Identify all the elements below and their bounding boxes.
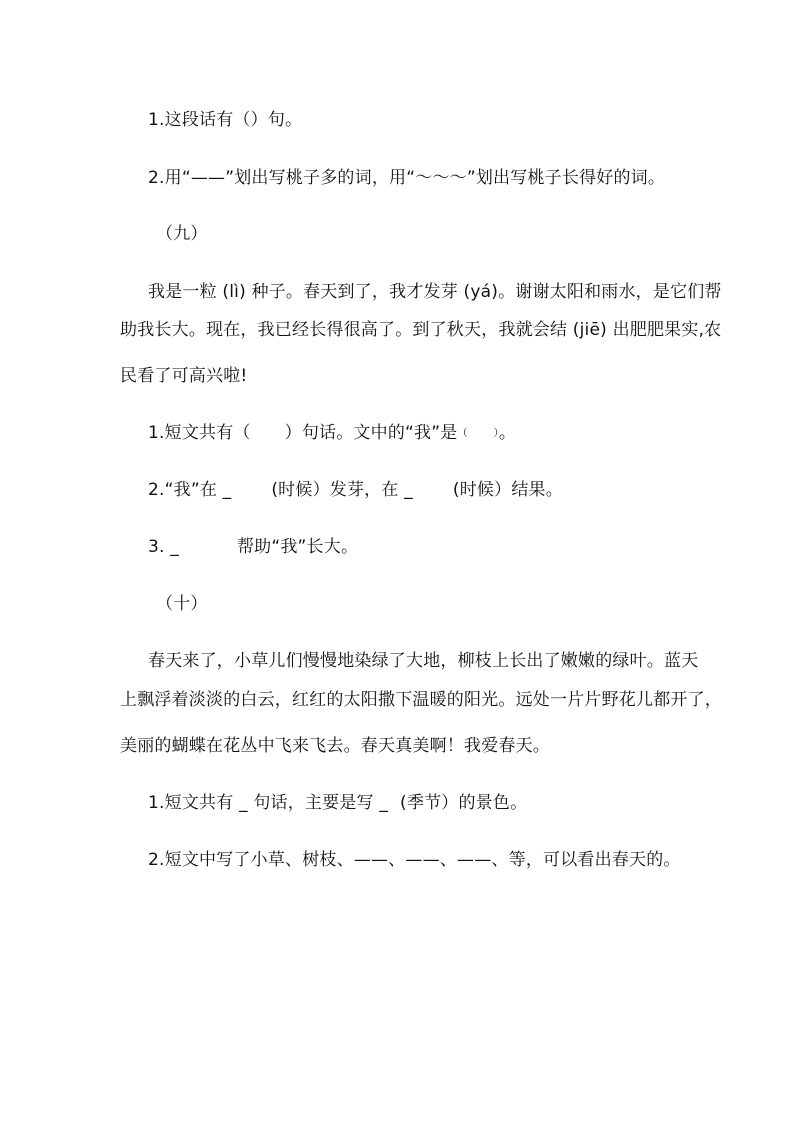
section-9-heading: （九） bbox=[156, 224, 208, 244]
small-open-paren: （ bbox=[457, 428, 468, 439]
question-10-1 bbox=[148, 791, 527, 815]
passage-9-line-1: 我是一粒 (lì) 种子。春天到了，我才发芽 (yá)。谢谢太阳和雨水，是它们帮 bbox=[148, 282, 722, 302]
passage-9-line-3: 民看了可高兴啦! bbox=[120, 366, 248, 386]
question-8-1: 1.这段话有（）句。 bbox=[148, 110, 303, 130]
small-close-paren: ） bbox=[493, 428, 499, 439]
question-9-1-part-b: ）句话。文中的“我”是 bbox=[284, 423, 458, 443]
passage-10-line-3: 美丽的蝴蝶在花丛中飞来飞去。春天真美啊！我爱春天。 bbox=[120, 736, 550, 756]
question-9-1-end: 。 bbox=[498, 423, 517, 443]
passage-10-line-2: 上飘浮着淡淡的白云，红红的太阳撒下温暖的阳光。远处一片片野花儿都开了， bbox=[120, 690, 722, 710]
question-9-1 bbox=[148, 421, 516, 446]
question-10-1-part-b: (季节）的景色。 bbox=[400, 793, 528, 813]
passage-10-line-1: 春天来了，小草儿们慢慢地染绿了大地，柳枝上长出了嫩嫩的绿叶。蓝天 bbox=[148, 651, 699, 671]
question-9-2-part-c: (时候）结果。 bbox=[452, 480, 563, 500]
section-10-heading: （十） bbox=[156, 594, 208, 614]
question-9-2-part-a: 2.“我”在 _ bbox=[148, 480, 232, 500]
question-10-2: 2.短文中写了小草、树枝、——、——、——、等，可以看出春天的。 bbox=[148, 850, 681, 870]
question-8-2: 2.用“——”划出写桃子多的词，用“～～～”划出写桃子长得好的词。 bbox=[148, 168, 666, 188]
question-9-2-part-b: (时候）发芽，在 _ bbox=[271, 480, 413, 500]
question-9-2 bbox=[148, 478, 563, 502]
question-9-3 bbox=[148, 535, 358, 559]
question-10-1-part-a: 1.短文共有 _ 句话，主要是写 _ bbox=[148, 793, 389, 813]
question-9-1-part-a: 1.短文共有（ bbox=[148, 423, 251, 443]
question-9-3-part-a: 3. _ bbox=[148, 537, 179, 557]
question-9-3-part-b: 帮助“我”长大。 bbox=[236, 537, 359, 557]
passage-9-line-2: 助我长大。现在，我已经长得很高了。到了秋天，我就会结 (jiē) 出肥肥果实,农 bbox=[120, 320, 722, 340]
